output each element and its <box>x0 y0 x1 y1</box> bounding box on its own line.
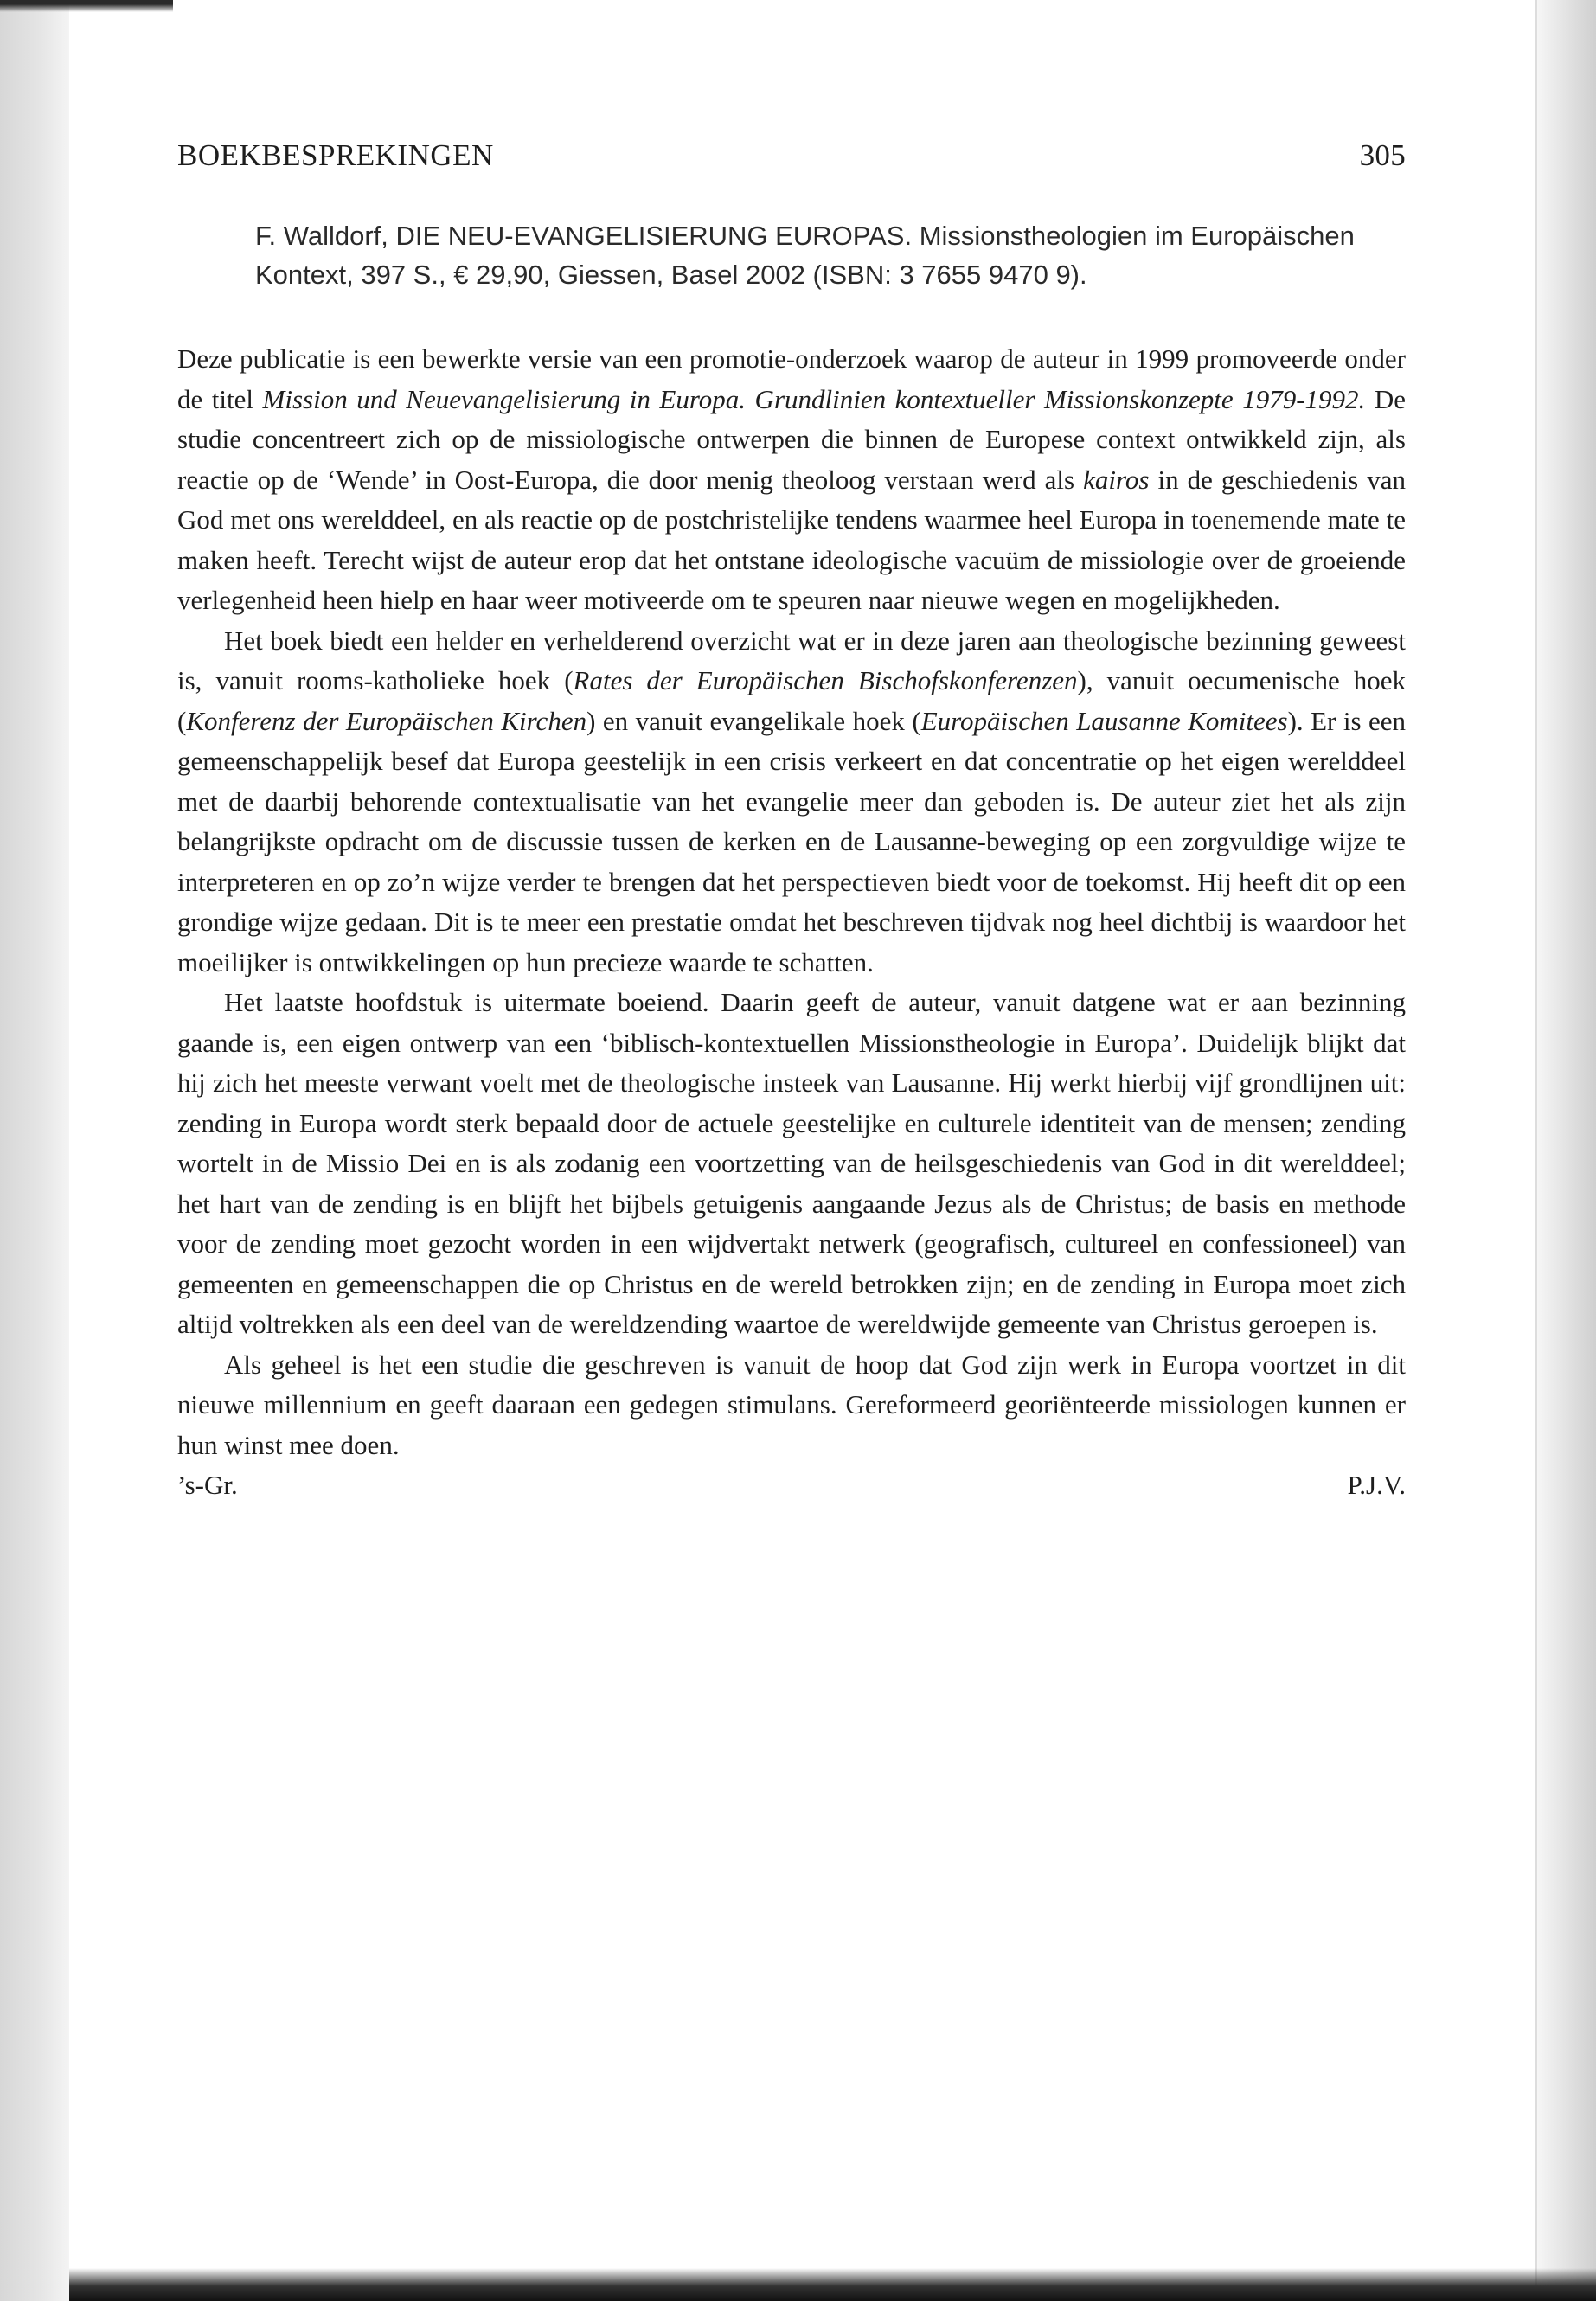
scan-gutter-line <box>1535 0 1537 2301</box>
italic-term: Rates der Europäischen Bischofskonferenzen <box>573 665 1078 695</box>
italic-term: Konferenz der Europäischen Kirchen <box>186 705 587 736</box>
scan-bottom-shadow <box>69 2268 1596 2301</box>
running-head <box>177 138 1406 173</box>
dissertation-title: Mission und Neuevangelisierung in Europa. Grundlinien kontextueller Missionskonzepte 1979-1992. <box>262 383 1366 414</box>
italic-term: kairos <box>1083 464 1150 495</box>
scan-left-shadow <box>0 0 69 2301</box>
citation-line: Kontext, 397 S., € 29,90, Giessen, Basel 2002 (ISBN: 3 7655 9470 9). <box>255 260 1087 290</box>
review-body <box>177 339 1406 1506</box>
page-content <box>177 138 1406 1506</box>
page-number: 305 <box>1359 138 1406 172</box>
paragraph-1 <box>177 339 1406 621</box>
scan-top-mark <box>0 0 173 12</box>
text-run: De studie concentreert zich op de missiologische ontwerpen die binnen de Europese context ontwikkeld zijn, als reactie op de ‘Wende’ in Oost-Europa, die door menig theoloog verstaan werd als <box>177 383 1406 495</box>
text-run: in de geschiedenis van God met ons werelddeel, en als reactie op de postchristelijke tendens waarmee heel Europa in toenemende mate te maken heeft. Terecht wijst de auteur erop dat het ontstane ideologische vacuüm de missiologie over de groeiende verlegenheid heen hielp en haar weer motiveerde om te speuren naar nieuwe wegen en mogelijkheden. <box>177 464 1406 615</box>
book-citation <box>255 216 1406 294</box>
paragraph-2 <box>177 621 1406 984</box>
text-run: ) en vanuit evangelikale hoek ( <box>586 705 921 736</box>
text-run: Deze publicatie is een bewerkte versie van een promotie-onderzoek waarop de auteur in 1999 promoveerde onder de titel <box>177 343 1406 414</box>
text-run: ), vanuit oecumenische hoek ( <box>177 665 1407 736</box>
text-run: Het boek biedt een helder en verhelderend overzicht wat er in deze jaren aan theologische bezinning geweest is, vanuit rooms-katholieke hoek ( <box>177 625 1406 695</box>
signoff-place: ’s-Gr. <box>177 1470 238 1500</box>
reviewer-initials: P.J.V. <box>1347 1470 1406 1500</box>
signoff <box>177 1465 1406 1506</box>
paragraph-4: Als geheel is het een studie die geschreven is vanuit de hoop dat God zijn werk in Europa voortzet in dit nieuwe millennium en geeft daaraan een gedegen stimulans. Gereformeerd georiënteerde missiologen kunnen er hun winst mee doen. <box>177 1349 1406 1460</box>
section-title: BOEKBESPREKINGEN <box>177 138 494 172</box>
text-run: ). Er is een gemeenschappelijk besef dat Europa geestelijk in een crisis verkeert en dat concentratie op het eigen werelddeel met de daarbij behorende contextualisatie van het evangelie meer dan geboden is. De auteur ziet het als zijn belangrijkste opdracht om de discussie tussen de kerken en de Lausanne-beweging op een zorgvuldige wijze te interpreteren en op zo’n wijze verder te brengen dat het perspectieven biedt voor de toekomst. Hij heeft dit op een grondige wijze gedaan. Dit is te meer een prestatie omdat het beschreven tijdvak nog heel dichtbij is waardoor het moeilijker is ontwikkelingen op hun precieze waarde te schatten. <box>177 705 1406 977</box>
scan-right-shadow <box>1535 0 1596 2301</box>
italic-term: Europäischen Lausanne Komitees <box>920 705 1288 736</box>
citation-line: F. Walldorf, DIE NEU-EVANGELISIERUNG EUROPAS. Missionstheologien im Europäischen <box>255 221 1355 251</box>
paragraph-3: Het laatste hoofdstuk is uitermate boeiend. Daarin geeft de auteur, vanuit datgene wat er aan bezinning gaande is, een eigen ontwerp van een ‘biblisch-kontextuellen Missionstheologie in Europa’. Duidelijk blijkt dat hij zich het meeste verwant voelt met de theologische insteek van Lausanne. Hij werkt hierbij vijf grondlijnen uit: zending in Europa wordt sterk bepaald door de actuele geestelijke en culturele identiteit van de mensen; zending wortelt in de Missio Dei en is als zodanig een voortzetting van de heilsgeschiedenis van God in dit werelddeel; het hart van de zending is en blijft het bijbels getuigenis aangaande Jezus als de Christus; de basis en methode voor de zending moet gezocht worden in een wijdvertakt netwerk (geografisch, cultureel en confessioneel) van gemeenten en gemeenschappen die op Christus en de wereld betrokken zijn; en de zending in Europa moet zich altijd voltrekken als een deel van de wereldzending waartoe de wereldwijde gemeente van Christus geroepen is. <box>177 987 1406 1339</box>
